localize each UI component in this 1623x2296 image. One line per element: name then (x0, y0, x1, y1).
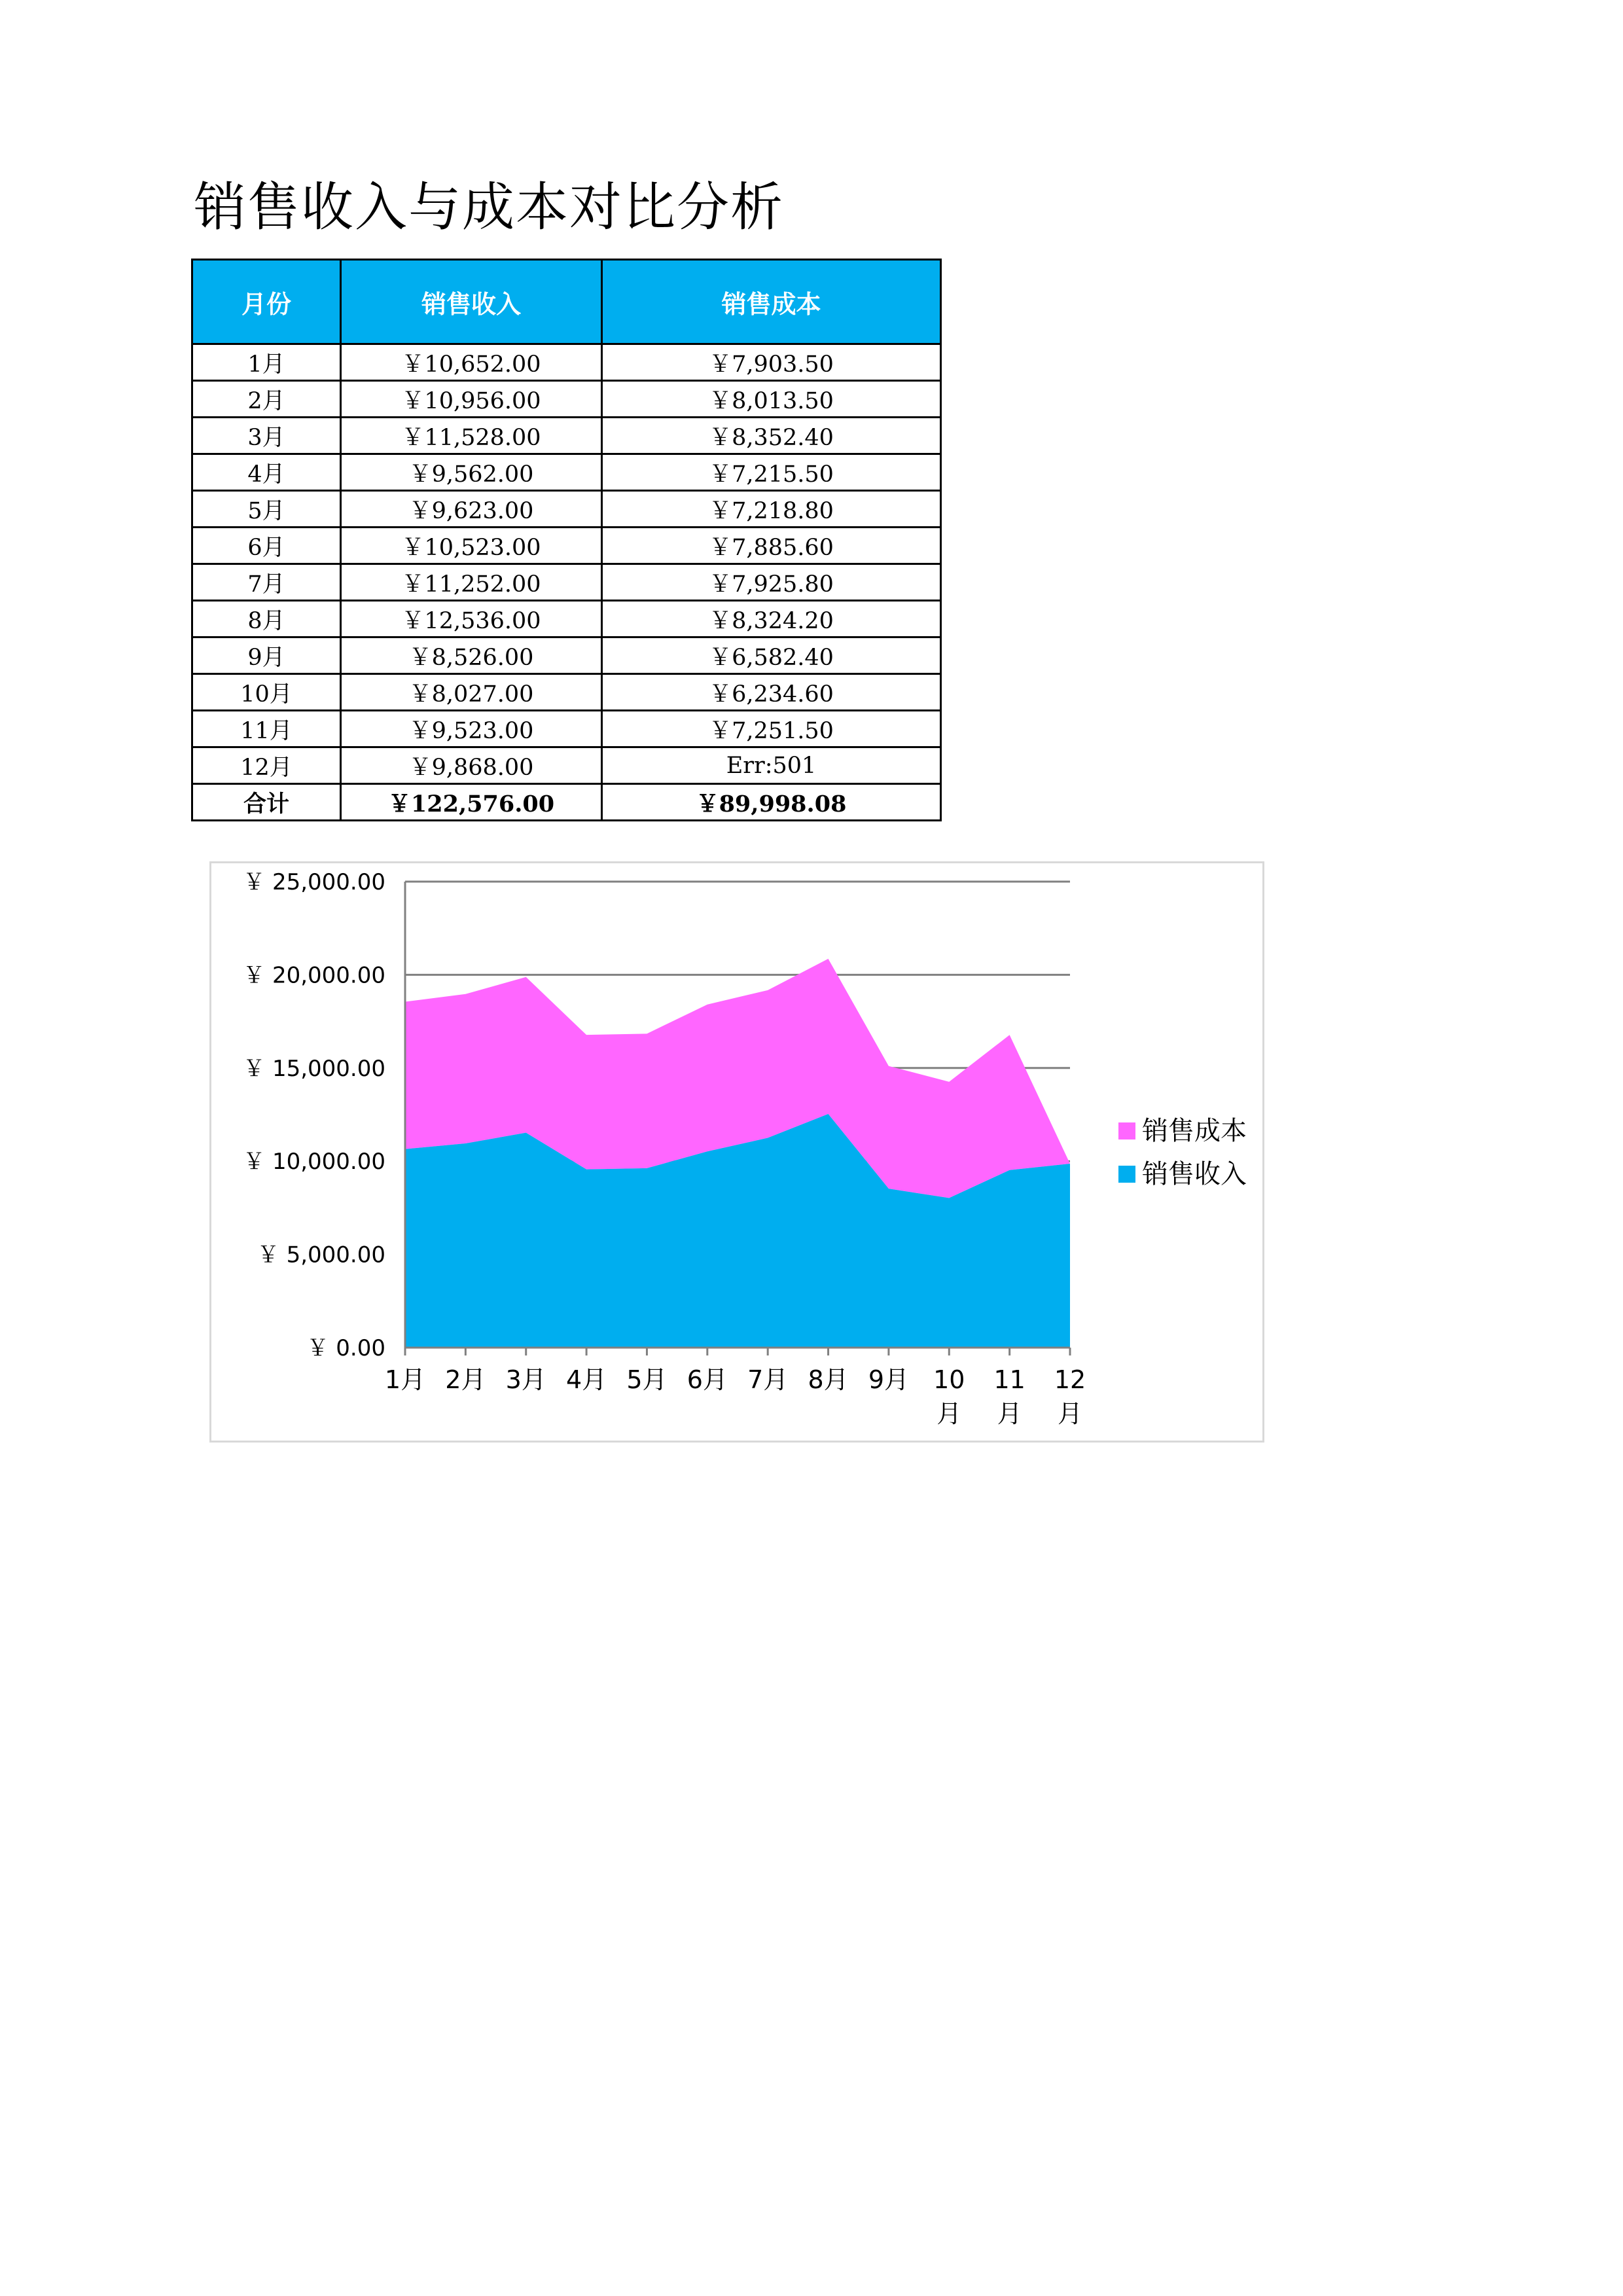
cell-month: 4月 (192, 454, 341, 491)
y-tick-label: ￥ 25,000.00 (243, 869, 385, 895)
total-revenue: ￥122,576.00 (341, 784, 602, 821)
table-row (192, 601, 941, 637)
cell-month: 3月 (192, 418, 341, 454)
cell-cost: ￥8,013.50 (602, 381, 941, 418)
x-tick-label: 8月 (808, 1365, 849, 1394)
cell-cost: ￥6,234.60 (602, 674, 941, 711)
total-cost: ￥89,998.08 (602, 784, 941, 821)
cell-month: 7月 (192, 564, 341, 601)
x-tick-label: 10 (933, 1365, 965, 1394)
cell-revenue: ￥11,252.00 (341, 564, 602, 601)
header-month: 月份 (192, 260, 341, 344)
page-title: 销售收入与成本对比分析 (194, 177, 784, 238)
table-row (192, 381, 941, 418)
cell-revenue: ￥11,528.00 (341, 418, 602, 454)
table-row (192, 637, 941, 674)
cell-revenue: ￥9,523.00 (341, 711, 602, 747)
x-tick-label: 11 (993, 1365, 1026, 1394)
cell-revenue: ￥9,868.00 (341, 747, 602, 784)
cell-cost: ￥7,218.80 (602, 491, 941, 528)
legend-label: 销售成本 (1142, 1116, 1247, 1146)
cell-revenue: ￥8,027.00 (341, 674, 602, 711)
cell-cost: ￥7,885.60 (602, 528, 941, 564)
table-row (192, 454, 941, 491)
cell-cost: ￥7,925.80 (602, 564, 941, 601)
table-row (192, 747, 941, 784)
cell-month: 6月 (192, 528, 341, 564)
cell-revenue: ￥10,652.00 (341, 344, 602, 381)
x-tick-label: 6月 (687, 1365, 728, 1394)
x-tick-label: 7月 (747, 1365, 789, 1394)
cell-month: 11月 (192, 711, 341, 747)
x-tick-label: 2月 (445, 1365, 486, 1394)
total-label: 合计 (192, 784, 341, 821)
cell-month: 5月 (192, 491, 341, 528)
x-tick-label: 月 (1057, 1399, 1083, 1428)
cell-revenue: ￥8,526.00 (341, 637, 602, 674)
cell-cost: ￥7,903.50 (602, 344, 941, 381)
x-tick-label: 9月 (868, 1365, 910, 1394)
legend-swatch (1118, 1122, 1135, 1139)
cell-cost: ￥8,324.20 (602, 601, 941, 637)
legend-swatch (1118, 1166, 1135, 1183)
table-row (192, 528, 941, 564)
legend-label: 销售收入 (1142, 1159, 1247, 1189)
cell-revenue: ￥10,956.00 (341, 381, 602, 418)
y-tick-label: ￥ 0.00 (306, 1335, 385, 1361)
cell-cost: ￥8,352.40 (602, 418, 941, 454)
y-tick-label: ￥ 20,000.00 (243, 962, 385, 989)
cell-cost: ￥6,582.40 (602, 637, 941, 674)
cell-revenue: ￥9,562.00 (341, 454, 602, 491)
x-tick-label: 5月 (626, 1365, 668, 1394)
cell-cost: Err:501 (602, 747, 941, 784)
table-row (192, 344, 941, 381)
table-row (192, 491, 941, 528)
sales-table (191, 259, 942, 821)
y-tick-label: ￥ 15,000.00 (243, 1055, 385, 1082)
cell-cost: ￥7,215.50 (602, 454, 941, 491)
x-tick-label: 月 (997, 1399, 1022, 1428)
cell-revenue: ￥10,523.00 (341, 528, 602, 564)
x-tick-label: 3月 (505, 1365, 546, 1394)
table-total-row (192, 784, 941, 821)
x-tick-label: 月 (936, 1399, 962, 1428)
cell-revenue: ￥12,536.00 (341, 601, 602, 637)
header-cost: 销售成本 (602, 260, 941, 344)
y-tick-label: ￥ 10,000.00 (243, 1149, 385, 1175)
table-row (192, 711, 941, 747)
area-chart (209, 861, 1264, 1443)
y-tick-label: ￥ 5,000.00 (257, 1242, 385, 1268)
cell-month: 1月 (192, 344, 341, 381)
cell-revenue: ￥9,623.00 (341, 491, 602, 528)
x-tick-label: 12 (1054, 1365, 1086, 1394)
x-tick-label: 4月 (565, 1365, 607, 1394)
table-row (192, 564, 941, 601)
chart-svg (211, 863, 1262, 1441)
table-row (192, 418, 941, 454)
cell-month: 8月 (192, 601, 341, 637)
cell-cost: ￥7,251.50 (602, 711, 941, 747)
table-header-row (192, 260, 941, 344)
cell-month: 12月 (192, 747, 341, 784)
cell-month: 2月 (192, 381, 341, 418)
cell-month: 10月 (192, 674, 341, 711)
x-tick-label: 1月 (384, 1365, 426, 1394)
header-revenue: 销售收入 (341, 260, 602, 344)
table-row (192, 674, 941, 711)
cell-month: 9月 (192, 637, 341, 674)
